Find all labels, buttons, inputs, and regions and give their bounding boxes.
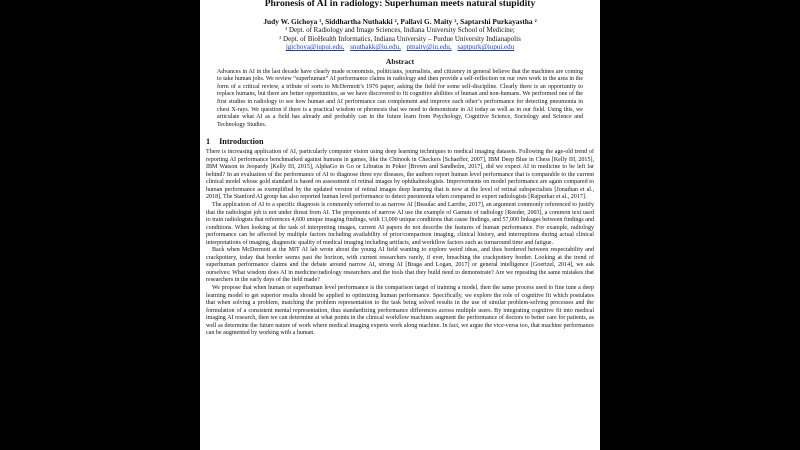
paragraph: The application of AI to a specific diagnosis is commonly referred to as narrow AI [Beaulac and Larribe, 2017], an argument commonly referenced to justify that the radiologist job is not under threat from AI. The proponents of narrow AI use the example of Gamuts of radiology [Reeder, 2003], a common text used to train radiologists that references 4,600 unique imaging findings, with 13,000 unique conditions that cause findings, and 57,000 linkages between findings and conditions. When looking at the task of interpreting images, current AI papers do not describe the features of human performance. For example, radiology performance can be affected by multiple factors including availability of prior/comparison imaging, clinical history, and interruptions during actual clinical interpretations of imaging, diagnostic quality of medical imaging including artifacts, and workflow factors such as turnaround time and fatigue. xyxy=(206,201,594,246)
paragraph: There is increasing application of AI, particularly computer vision using deep learning techniques to medical imaging datasets. Following the age-old trend of reporting AI performance benchmarked against humans in games, like the Chinook in Checkers [Schaeffer, 2007], IBM Deep Blue in Chess [Kelly III, 2015], IBM Watson in Jeopardy [Kelly III, 2015], AlphaGo in Go or Libratus in Poker [Brown and Sandholm, 2017], did we expect AI in medicine to be left far behind? In an evaluation of the performance of AI to diagnose three eye diseases, the authors report human level performance that is comparable to the current clinical model whose gold standard is based on assessment of retinal images by ophthalmologists. Improvements on model performance are again compared to human performance as exemplified by the updated version of retinal images deep learning that is now at the level of retinal subspecialists [Jonathan et al., 2018]. The Stanford AI group has also reported human level performance to detect pneumonia when compared to expert radiologists [Rajpurkar et al., 2017]. xyxy=(206,149,594,201)
section-number: 1 xyxy=(206,137,211,147)
section-body xyxy=(206,149,594,338)
section-heading xyxy=(206,137,594,147)
section-title: Introduction xyxy=(219,137,264,147)
email-link[interactable]: snuthakk@iu.edu, xyxy=(350,43,401,52)
author-list: Judy W. Gichoya ¹, Siddhartha Nuthakki ², Pallavi G. Maity ², Saptarshi Purkayastha ² xyxy=(263,17,537,26)
paper-title: Phronesis of AI in radiology: Superhuman meets natural stupidity xyxy=(264,0,536,9)
email-link[interactable]: saptpurk@iupui.edu xyxy=(457,43,515,52)
paper-page xyxy=(200,0,600,450)
paragraph: We propose that when human or superhuman level performance is the comparison target of training a model, then the same process used to fine tune a deep learning model to get superior results should be applied to optimizing human performance. Specifically, we explore the role of cognitive fit which postulates that when solving a problem, matching the problem representation to the task being solved results in the use of similar problem-solving processes and the formulation of a consistent mental representation, thus standardizing performance differences across multiple users. By integrating cognitive fit into medical imaging AI research, then we can determine at what points in the clinical workflow machines augment the performance of doctors to better care for patients, as well as determine the future nature of work where medical imaging experts work along machine. In fact, we argue the vice-versa too, that machine performance can be augmented by working with a human. xyxy=(206,285,594,337)
email-link[interactable]: pmaity@iu.edu, xyxy=(406,43,452,52)
paragraph: Back when McDermott at the MIT AI lab wrote about the young AI field wanting to explore weird ideas, and thus bordered between respectability and crackpottery, today that border seems past the horizon, with current researchers rarely, if ever, breaching the crackpottery border. Looking at the trend of superhuman performance claims and the debate around narrow AI, strong AI [Braga and Logan, 2017] or general intelligence [Goertzel, 2014], we ask ourselves: What wisdom does AI in medicine/radiology researchers and the tools that they build need to demonstrate? Are we repeating the same mistakes that researchers in the early days of the field made? xyxy=(206,247,594,284)
author-emails xyxy=(200,43,600,52)
abstract-heading: Abstract xyxy=(385,56,415,66)
abstract-text: Advances in AI in the last decade have clearly made economists, politicians, journalists, and citizenry in general believe that the machines are coming to take human jobs. We review “superhuman” AI performance claims in radiology and then provide a self-reflection on our own work in the area in the form of a critical review, a tribute of sorts to McDermott’s 1976 paper, asking the field for some self-discipline. Clearly there is an opportunity to replace humans, but there are better opportunities, as we have discovered to fit cognitive abilities of human and non-humans. We performed one of the first studies in radiology to see how human and AI performance can complement and improve each other’s performance for detecting pneumonia in chest X-rays. We question if there is a practical wisdom or phronesis that we need to demonstrate in AI today as well as in our field. Using this, we articulate what AI as a field has already and probably can in the future learn from Psychology, Cognitive Science, Sociology and Science and Technology Studies. xyxy=(217,68,583,128)
affiliation-1: ¹ Dept. of Radiology and Image Sciences, Indiana University School of Medicine; xyxy=(285,26,515,34)
email-link[interactable]: jgichoya@iupui.edu, xyxy=(285,43,345,52)
affiliation-2: ² Dept. of BioHealth Informatics, Indiana University – Purdue University Indianapolis xyxy=(279,34,521,43)
